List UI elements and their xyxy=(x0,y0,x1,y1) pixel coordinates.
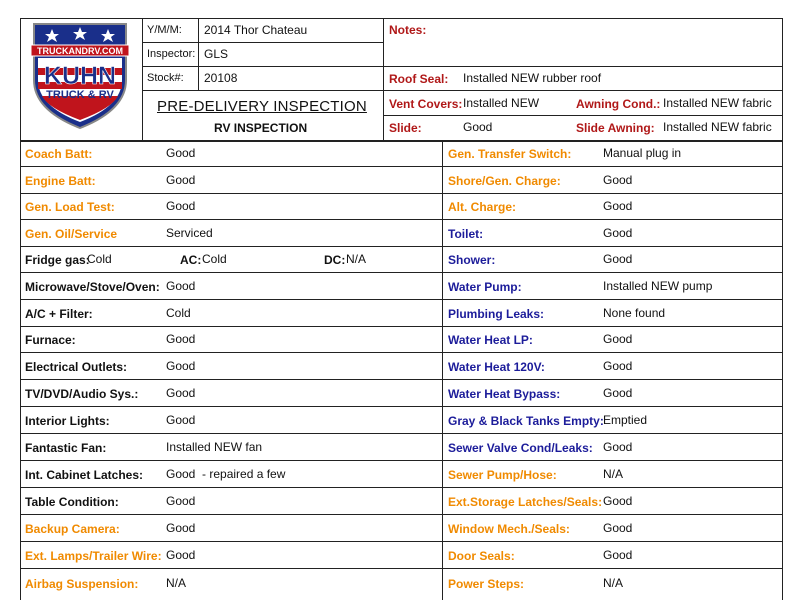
interior-lights-value[interactable]: Good xyxy=(166,413,196,427)
water-heat-bypass-label: Water Heat Bypass: xyxy=(448,387,561,401)
int-cabinet-latches-label: Int. Cabinet Latches: xyxy=(25,468,144,482)
kuhn-truck-rv-logo xyxy=(30,18,130,130)
sewer-pump-hose-value[interactable]: N/A xyxy=(603,467,624,481)
stock-label: Stock#: xyxy=(147,72,184,84)
fantastic-fan-value[interactable]: Installed NEW fan xyxy=(166,440,263,454)
coach-batt-value[interactable]: Good xyxy=(166,146,196,160)
furnace-label: Furnace: xyxy=(25,333,76,347)
window-mech-seals-label: Window Mech./Seals: xyxy=(448,522,570,536)
sewer-valve-label: Sewer Valve Cond/Leaks: xyxy=(448,441,593,455)
electrical-outlets-label: Electrical Outlets: xyxy=(25,360,128,374)
fridge-gas-label: Fridge gas: xyxy=(25,253,90,267)
shore-gen-charge-label: Shore/Gen. Charge: xyxy=(448,174,561,188)
alt-charge-label: Alt. Charge: xyxy=(448,200,517,214)
awning-cond-value[interactable]: Installed NEW fabric xyxy=(663,96,772,110)
fridge-ac-value[interactable]: Cold xyxy=(202,252,227,266)
electrical-outlets-value[interactable]: Good xyxy=(166,359,196,373)
engine-batt-label: Engine Batt: xyxy=(25,174,96,188)
power-steps-value[interactable]: N/A xyxy=(603,576,624,590)
backup-camera-label: Backup Camera: xyxy=(25,522,120,536)
vent-covers-label: Vent Covers: xyxy=(389,97,463,111)
water-heat-bypass-value[interactable]: Good xyxy=(603,386,633,400)
window-mech-seals-value[interactable]: Good xyxy=(603,521,633,535)
page-subtitle: RV INSPECTION xyxy=(214,121,308,135)
water-pump-label: Water Pump: xyxy=(448,280,522,294)
sewer-pump-hose-label: Sewer Pump/Hose: xyxy=(448,468,557,482)
slide-awning-label: Slide Awning: xyxy=(576,121,655,135)
ext-lamps-trailer-wire-value[interactable]: Good xyxy=(166,548,196,562)
water-heat-120v-label: Water Heat 120V: xyxy=(448,360,545,374)
gray-black-tanks-value[interactable]: Emptied xyxy=(603,413,648,427)
microwave-stove-oven-value[interactable]: Good xyxy=(166,279,196,293)
coach-batt-label: Coach Batt: xyxy=(25,147,93,161)
shower-label: Shower: xyxy=(448,253,496,267)
vent-covers-value[interactable]: Installed NEW xyxy=(463,96,540,110)
fantastic-fan-label: Fantastic Fan: xyxy=(25,441,107,455)
furnace-value[interactable]: Good xyxy=(166,332,196,346)
ext-storage-latches-value[interactable]: Good xyxy=(603,494,633,508)
fridge-dc-value[interactable]: N/A xyxy=(346,252,367,266)
slide-label: Slide: xyxy=(389,121,422,135)
power-steps-label: Power Steps: xyxy=(448,577,525,591)
fridge-dc-label: DC: xyxy=(324,253,346,267)
fridge-ac-label: AC: xyxy=(180,253,202,267)
ext-lamps-trailer-wire-label: Ext. Lamps/Trailer Wire: xyxy=(25,549,162,563)
shower-value[interactable]: Good xyxy=(603,252,633,266)
svg-text:TRUCK & RV: TRUCK & RV xyxy=(46,89,114,101)
water-heat-lp-value[interactable]: Good xyxy=(603,332,633,346)
gen-transfer-switch-value[interactable]: Manual plug in xyxy=(603,146,682,160)
engine-batt-value[interactable]: Good xyxy=(166,173,196,187)
inspector-value[interactable]: GLS xyxy=(204,47,229,61)
ext-storage-latches-label: Ext.Storage Latches/Seals: xyxy=(448,495,603,509)
slide-awning-value[interactable]: Installed NEW fabric xyxy=(663,120,772,134)
gray-black-tanks-label: Gray & Black Tanks Empty: xyxy=(448,414,604,428)
interior-lights-label: Interior Lights: xyxy=(25,414,110,428)
sewer-valve-value[interactable]: Good xyxy=(603,440,633,454)
airbag-suspension-value[interactable]: N/A xyxy=(166,576,187,590)
ymm-value[interactable]: 2014 Thor Chateau xyxy=(204,23,308,37)
backup-camera-value[interactable]: Good xyxy=(166,521,196,535)
airbag-suspension-label: Airbag Suspension: xyxy=(25,577,139,591)
ac-filter-value[interactable]: Cold xyxy=(166,306,191,320)
notes-label: Notes: xyxy=(389,23,427,37)
ac-filter-label: A/C + Filter: xyxy=(25,307,93,321)
gen-load-test-label: Gen. Load Test: xyxy=(25,200,115,214)
roof-seal-value[interactable]: Installed NEW rubber roof xyxy=(463,71,602,85)
int-cabinet-latches-value[interactable]: Good - repaired a few xyxy=(166,467,286,481)
plumbing-leaks-label: Plumbing Leaks: xyxy=(448,307,545,321)
door-seals-label: Door Seals: xyxy=(448,549,515,563)
ymm-label: Y/M/M: xyxy=(147,24,182,36)
water-heat-lp-label: Water Heat LP: xyxy=(448,333,533,347)
slide-value[interactable]: Good xyxy=(463,120,493,134)
tv-dvd-audio-label: TV/DVD/Audio Sys.: xyxy=(25,387,139,401)
fridge-gas-value[interactable]: Cold xyxy=(87,252,112,266)
gen-transfer-switch-label: Gen. Transfer Switch: xyxy=(448,147,572,161)
tv-dvd-audio-value[interactable]: Good xyxy=(166,386,196,400)
toilet-label: Toilet: xyxy=(448,227,484,241)
water-heat-120v-value[interactable]: Good xyxy=(603,359,633,373)
inspector-label: Inspector: xyxy=(147,48,196,60)
plumbing-leaks-value[interactable]: None found xyxy=(603,306,666,320)
table-condition-value[interactable]: Good xyxy=(166,494,196,508)
awning-cond-label: Awning Cond.: xyxy=(576,97,661,111)
gen-load-test-value[interactable]: Good xyxy=(166,199,196,213)
water-pump-value[interactable]: Installed NEW pump xyxy=(603,279,713,293)
stock-value[interactable]: 20108 xyxy=(204,71,238,85)
alt-charge-value[interactable]: Good xyxy=(603,199,633,213)
shore-gen-charge-value[interactable]: Good xyxy=(603,173,633,187)
table-condition-label: Table Condition: xyxy=(25,495,119,509)
gen-oil-service-value[interactable]: Serviced xyxy=(166,226,213,240)
svg-text:TRUCKANDRV.COM: TRUCKANDRV.COM xyxy=(36,46,124,56)
microwave-stove-oven-label: Microwave/Stove/Oven: xyxy=(25,280,160,294)
roof-seal-label: Roof Seal: xyxy=(389,72,449,86)
toilet-value[interactable]: Good xyxy=(603,226,633,240)
gen-oil-service-label: Gen. Oil/Service xyxy=(25,227,118,241)
svg-text:KUHN: KUHN xyxy=(43,62,117,90)
door-seals-value[interactable]: Good xyxy=(603,548,633,562)
page-title: PRE-DELIVERY INSPECTION xyxy=(157,98,367,115)
